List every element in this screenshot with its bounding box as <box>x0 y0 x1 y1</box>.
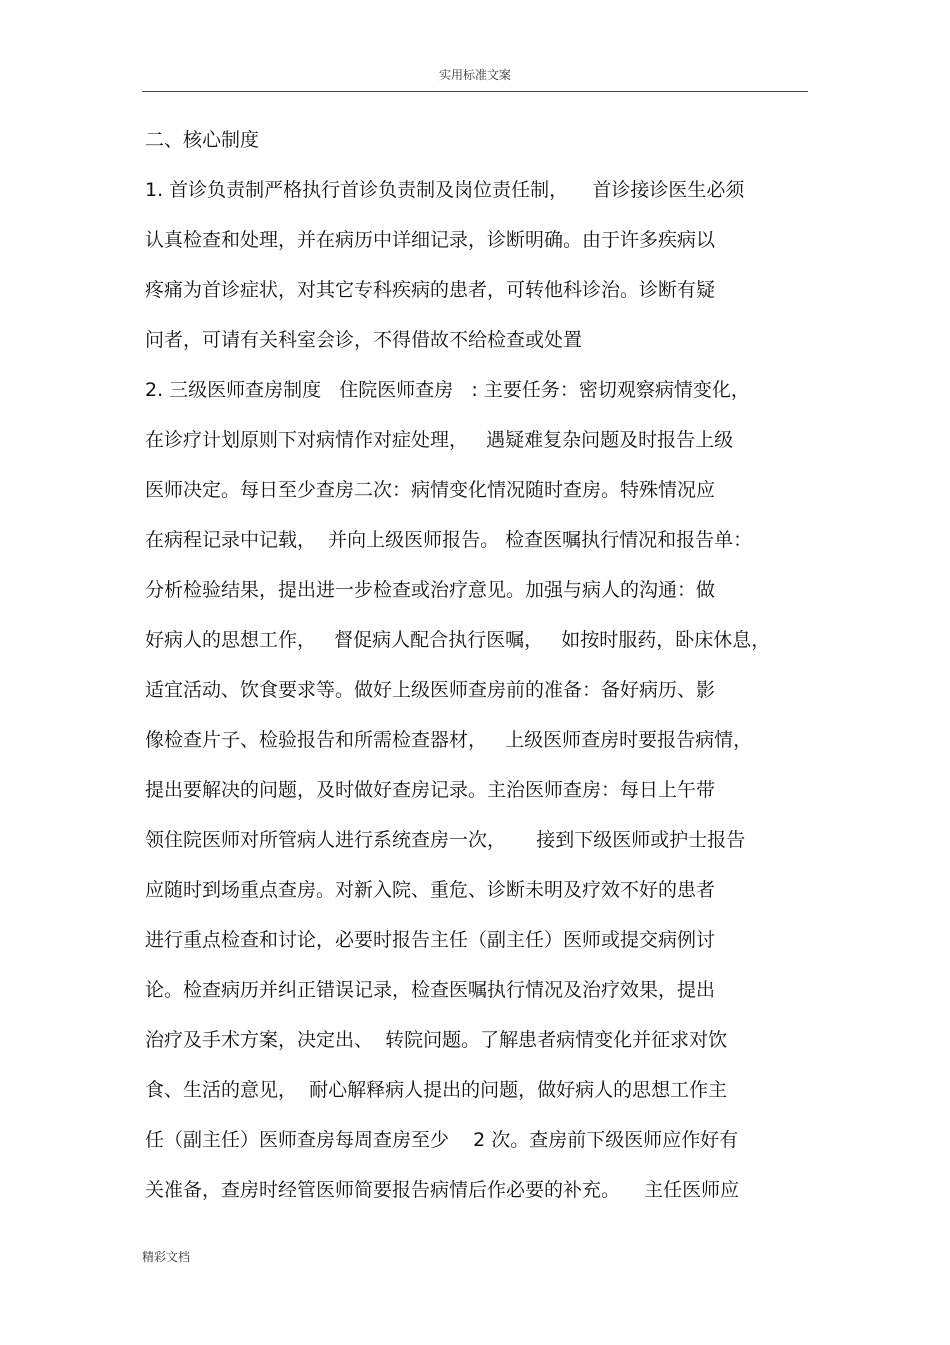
page-footer: 精彩文档 <box>142 1250 191 1264</box>
text-line: 1. 首诊负责制严格执行首诊负责制及岗位责任制， 首诊接诊医生必须 <box>145 179 745 201</box>
text-line: 提出要解决的问题，及时做好查房记录。主治医师查房：每日上午带 <box>145 779 716 801</box>
text-line: 2. 三级医师查房制度 住院医师查房 : 主要任务：密切观察病情变化， <box>145 379 750 401</box>
text-line: 食、生活的意见， 耐心解释病人提出的问题，做好病人的思想工作主 <box>145 1079 728 1101</box>
text-line: 进行重点检查和讨论，必要时报告主任（副主任）医师或提交病例讨 <box>145 929 716 951</box>
section-heading: 二、核心制度 <box>145 129 260 151</box>
text-line: 关准备，查房时经管医师简要报告病情后作必要的补充。 主任医师应 <box>145 1179 740 1201</box>
text-line: 问者，可请有关科室会诊，不得借故不给检查或处置 <box>145 329 583 351</box>
header-divider <box>142 91 808 92</box>
page-header: 实用标准文案 <box>438 68 511 82</box>
text-line: 领住院医师对所管病人进行系统查房一次， 接到下级医师或护士报告 <box>145 829 746 851</box>
text-line: 应随时到场重点查房。对新入院、重危、诊断未明及疗效不好的患者 <box>145 879 716 901</box>
text-line: 适宜活动、饮食要求等。做好上级医师查房前的准备：备好病历、影 <box>145 679 716 701</box>
text-line: 任（副主任）医师查房每周查房至少 2 次。查房前下级医师应作好有 <box>145 1129 739 1151</box>
text-line: 医师决定。每日至少查房二次：病情变化情况随时查房。特殊情况应 <box>145 479 716 501</box>
text-line: 像检查片子、检验报告和所需检查器材， 上级医师查房时要报告病情， <box>145 729 753 751</box>
text-line: 疼痛为首诊症状，对其它专科疾病的患者，可转他科诊治。诊断有疑 <box>145 279 716 301</box>
text-line: 分析检验结果，提出进一步检查或治疗意见。加强与病人的沟通：做 <box>145 579 716 601</box>
text-line: 论。检查病历并纠正错误记录，检查医嘱执行情况及治疗效果，提出 <box>145 979 716 1001</box>
text-line: 认真检查和处理，并在病历中详细记录，诊断明确。由于许多疾病以 <box>145 229 716 251</box>
text-line: 在病程记录中记载， 并向上级医师报告。 检查医嘱执行情况和报告单： <box>145 529 753 551</box>
document-body <box>145 125 825 1225</box>
text-line: 治疗及手术方案，决定出、 转院问题。了解患者病情变化并征求对饮 <box>145 1029 728 1051</box>
text-line: 在诊疗计划原则下对病情作对症处理， 遇疑难复杂问题及时报告上级 <box>145 429 734 451</box>
text-line: 好病人的思想工作， 督促病人配合执行医嘱， 如按时服药，卧床休息， <box>145 629 771 651</box>
